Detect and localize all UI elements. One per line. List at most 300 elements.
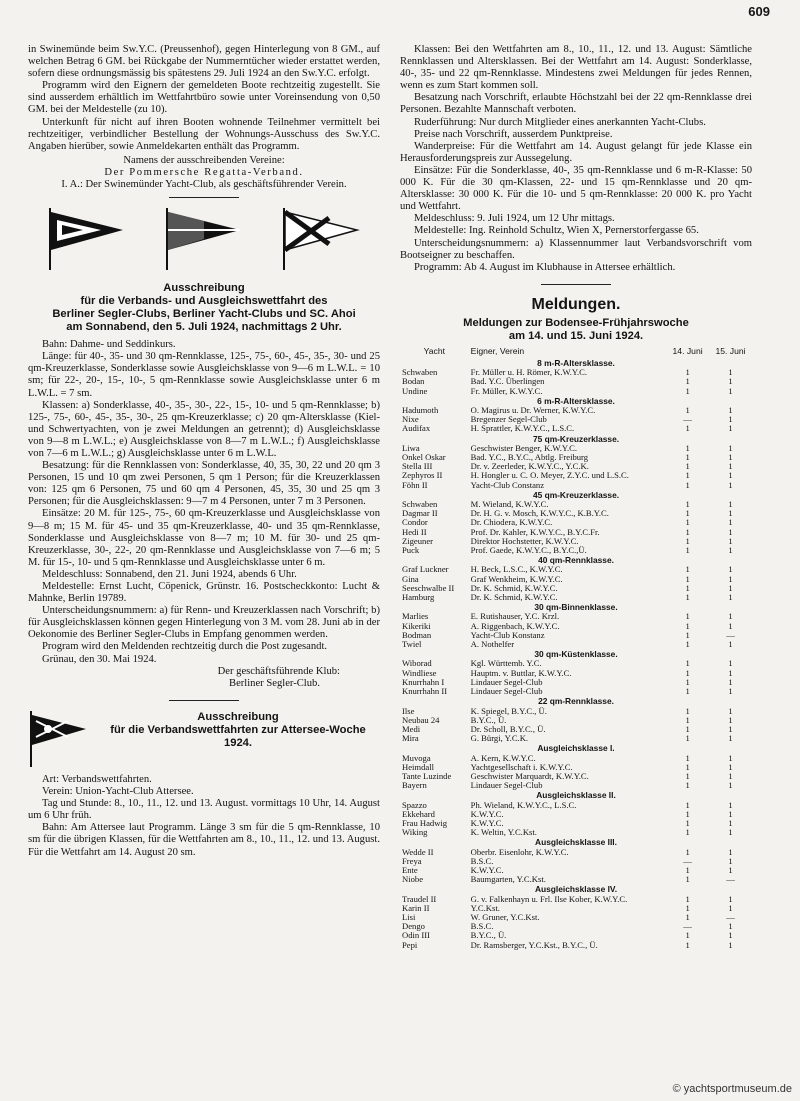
class-heading-row [400, 649, 752, 659]
ad1-paragraph: Unterscheidungsnummern: a) für Renn- und Kreuzerklassen nach Vorschrift; b) für Ausgleichsklassen können gegen Hinterlegung von 3 M. vom 28. Juni ab in der Oekonomie des Berliner Segler-Clubs in Empfang genommen werden. [28, 605, 380, 641]
ia-line: I. A.: Der Swinemünder Yacht-Club, als geschäftsführender Verein. [61, 179, 347, 191]
owner-cell: Baumgarten, Y.C.Kst. [470, 875, 546, 885]
day1-cell: 1 [685, 734, 690, 744]
yacht-cell: Föhn II [402, 480, 428, 490]
table-row [400, 904, 752, 913]
day1-cell: 1 [685, 659, 690, 669]
day2-cell: 1 [728, 687, 733, 697]
class-heading: 75 qm-Kreuzerklasse. [532, 433, 620, 444]
yacht-cell: Spazzo [402, 800, 427, 810]
day2-cell: 1 [728, 368, 733, 378]
day1-cell: 1 [685, 368, 690, 378]
owner-cell: Bregenzer Segel-Club [470, 415, 547, 425]
day2-cell: 1 [728, 706, 733, 716]
class-heading-row [400, 837, 752, 847]
owner-cell: K. Weltin, Y.C.Kst. [470, 828, 537, 838]
class-heading: 22 qm-Rennklasse. [538, 696, 614, 707]
day1-cell: 1 [685, 753, 690, 763]
table-row [400, 848, 752, 857]
owner-cell: B.Y.C., Ü. [470, 931, 507, 941]
day2-cell: 1 [728, 818, 733, 828]
owner-cell: Dr. v. Zeerleder, K.W.Y.C., Y.C.K. [470, 462, 589, 472]
table-row [400, 415, 752, 424]
day2-cell: 1 [728, 781, 733, 791]
yacht-cell: Neubau 24 [402, 715, 440, 725]
day2-cell: 1 [728, 518, 733, 528]
table-row [400, 734, 752, 743]
table-row [400, 406, 752, 415]
class-heading: 8 m-R-Altersklasse. [537, 357, 615, 368]
class-heading: Ausgleichsklasse IV. [534, 884, 618, 895]
day2-cell: 1 [728, 724, 733, 734]
ad2-paragraph: Art: Verbandswettfahrten. [42, 773, 152, 785]
owner-cell: Fr. Müller, K.W.Y.C. [470, 386, 543, 396]
owner-cell: K.W.Y.C. [470, 818, 504, 828]
ad1-paragraph: Länge: für 40-, 35- und 30 qm-Rennklasse, 125-, 75-, 60-, 45-, 35-, 30- und 25 qm-Kreuzerklasse, Sonderklasse sowie Ausgleichsklasse von 9—6 m L.W.L. = 10 sm; für 22-, 20-, 15-, 10-, 5 qm-Rennklasse sowie Ausgleichsklasse unter 6 m L.W.L. = 7 sm. [28, 351, 380, 399]
yacht-cell: Ekkehard [402, 809, 435, 819]
owner-cell: Yacht-Club Constanz [470, 480, 545, 490]
day1-cell: 1 [685, 771, 690, 781]
table-row [400, 565, 752, 574]
yacht-cell: Hadumoth [402, 406, 439, 415]
owner-cell: Lindauer Segel-Club [470, 781, 543, 791]
owner-cell: Prof. Dr. Kahler, K.W.Y.C., B.Y.C.Fr. [470, 527, 600, 537]
class-heading: 6 m-R-Altersklasse. [537, 395, 615, 406]
yacht-cell: Muvoga [402, 753, 431, 763]
table-row [400, 471, 752, 480]
day2-cell: 1 [728, 940, 733, 950]
yacht-cell: Traudel II [402, 894, 437, 904]
day1-cell: 1 [685, 583, 690, 593]
owner-cell: A. Riggenbach, K.W.Y.C. [470, 621, 560, 631]
intro-paragraph: Programm wird den Eignern der gemeldeten Boote rechtzeitig zugestellt. Sie sind ausserdem erhältlich im Wettfahrtbüro sowie unter Voreinsendung von 0,50 GM. bei der Meldestelle (zu 10). [28, 80, 380, 116]
ahoi-pennant-icon [281, 208, 361, 270]
column-header: Yacht [423, 346, 445, 356]
yacht-cell: Wedde II [402, 847, 434, 857]
day1-cell: 1 [685, 640, 690, 650]
day1-cell: 1 [685, 471, 690, 481]
day1-cell: 1 [685, 931, 690, 941]
owner-cell: Dr. Ramsberger, Y.C.Kst., B.Y.C., Ü. [470, 940, 598, 950]
day1-cell: 1 [685, 386, 690, 396]
owner-cell: Geschwister Benger, K.W.Y.C. [470, 443, 578, 453]
column-header: 15. Juni [715, 346, 746, 356]
owner-cell: Dr. Chiodera, K.W.Y.C. [470, 518, 553, 528]
day2-cell: 1 [728, 509, 733, 519]
table-row [400, 444, 752, 453]
day2-cell: 1 [728, 377, 733, 387]
table-row [400, 453, 752, 462]
day1-cell: 1 [685, 677, 690, 687]
owner-cell: K.W.Y.C. [470, 809, 504, 819]
owner-cell: K. Spiegel, B.Y.C., Ü. [470, 706, 547, 716]
day2-cell: 1 [728, 771, 733, 781]
table-row [400, 424, 752, 433]
day2-cell: 1 [728, 677, 733, 687]
class-heading-row [400, 555, 752, 565]
day1-cell: 1 [685, 903, 690, 913]
entries-table [400, 347, 752, 950]
day2-cell: 1 [728, 453, 733, 463]
yacht-cell: Zephyros II [402, 471, 443, 481]
owner-cell: Yachtgesellschaft i. K.W.Y.C. [470, 762, 573, 772]
ad2-title-line: Ausschreibung [197, 710, 279, 723]
yacht-cell: Onkel Oskar [402, 453, 446, 463]
ad1-paragraph: Grünau, den 30. Mai 1924. [42, 653, 157, 665]
table-row [400, 500, 752, 509]
ad1-title-line: für die Verbands- und Ausgleichswettfahrt des [80, 295, 328, 308]
table-row [400, 763, 752, 772]
day2-cell: 1 [728, 593, 733, 603]
ad1-paragraph: Klassen: a) Sonderklasse, 40-, 35-, 30-, 22-, 15-, 10- und 5 qm-Rennklasse; b) 125-, 75-, 60-, 45-, 35-, 30-, 25 qm-Kreuzerklasse; c) 20 qm-Altersklasse (Kiel- und Schwertyachten, von je zwei Meldungen an getrennt); d) Ausgleichsklasse von 9—8 m L.W.L.; e) Ausgleichsklasse von 8—7 m L.W.L.; f) Ausgleichsklasse von 7—6 m L.W.L.; g) Ausgleichsklasse unter 6 m L.W.L. [28, 399, 380, 459]
owner-cell: Y.C.Kst. [470, 903, 500, 913]
yacht-cell: Wiborad [402, 659, 432, 669]
yacht-cell: Graf Luckner [402, 565, 449, 575]
owner-cell: M. Wieland, K.W.Y.C. [470, 500, 549, 510]
table-row [400, 640, 752, 649]
day2-cell: 1 [728, 415, 733, 425]
yacht-cell: Knurrhahn I [402, 677, 445, 687]
owner-cell: Lindauer Segel-Club [470, 677, 543, 687]
day1-cell: 1 [685, 762, 690, 772]
yacht-cell: Kikeriki [402, 621, 431, 631]
table-row [400, 913, 752, 922]
class-heading-row [400, 490, 752, 500]
intro-section [28, 44, 380, 153]
yacht-cell: Karin II [402, 903, 430, 913]
day1-cell: 1 [685, 781, 690, 791]
owner-cell: Prof. Gaede, K.W.Y.C., B.Y.C.,Ü. [470, 546, 587, 556]
day1-cell: 1 [685, 574, 690, 584]
day1-cell: 1 [685, 406, 690, 415]
attersee-paragraph: Preise nach Vorschrift, ausserdem Punktpreise. [414, 128, 613, 140]
attersee-paragraph: Klassen: Bei den Wettfahrten am 8., 10., 11., 12. und 13. August: Sämtliche Rennklassen und Altersklassen. Bei der Wettfahrt am 14. August: Sonderklasse, 40-, 35- und 22 qm-Rennklasse. Mindestens zwei Meldungen für jedes Rennen, wenn es zum Start kommen soll. [400, 44, 752, 92]
yacht-cell: Dengo [402, 922, 425, 932]
ad1-sign-line2: Berliner Segler-Club. [229, 677, 320, 689]
class-heading-row [400, 434, 752, 444]
day2-cell: 1 [728, 734, 733, 744]
owner-cell: A. Kern, K.W.Y.C. [470, 753, 536, 763]
yacht-cell: Puck [402, 546, 420, 556]
owner-cell: Oberbr. Eisenlohr, K.W.Y.C. [470, 847, 569, 857]
attersee-paragraph: Besatzung nach Vorschrift, erlaubte Höchstzahl bei der 22 qm-Rennklasse drei Personen. Bezahlte Mannschaft verboten. [400, 92, 752, 116]
column-header: 14. Juni [672, 346, 703, 356]
day2-cell: 1 [728, 574, 733, 584]
day1-cell: — [683, 415, 692, 425]
owner-cell: Lindauer Segel-Club [470, 687, 543, 697]
class-heading: 30 qm-Küstenklasse. [534, 649, 618, 660]
day2-cell: 1 [728, 546, 733, 556]
day1-cell: 1 [685, 527, 690, 537]
owner-cell: B.S.C. [470, 856, 494, 866]
owner-cell: Bad. Y.C., B.Y.C., Abtlg. Freiburg [470, 453, 589, 463]
table-row [400, 377, 752, 386]
day1-cell: — [683, 856, 692, 866]
owner-cell: K.W.Y.C. [470, 865, 504, 875]
yacht-cell: Zigeuner [402, 536, 434, 546]
day1-cell: 1 [685, 565, 690, 575]
yacht-cell: Hedi II [402, 527, 427, 537]
class-heading-row [400, 790, 752, 800]
attersee-paragraph: Meldestelle: Ing. Reinhold Schultz, Wien X, Pernerstorfergasse 65. [414, 225, 699, 237]
day1-cell: 1 [685, 715, 690, 725]
table-row [400, 801, 752, 810]
day2-cell: 1 [728, 612, 733, 622]
day1-cell: 1 [685, 593, 690, 603]
owner-cell: W. Gruner, Y.C.Kst. [470, 912, 540, 922]
owner-cell: O. Magirus u. Dr. Werner, K.W.Y.C. [470, 406, 596, 415]
owner-cell: Kgl. Württemb. Y.C. [470, 659, 542, 669]
owner-cell: Dr. Scholl, B.Y.C., Ü. [470, 724, 546, 734]
divider [169, 700, 239, 701]
day1-cell: 1 [685, 724, 690, 734]
table-row [400, 895, 752, 904]
yacht-cell: Pepi [402, 940, 418, 950]
day2-cell: 1 [728, 471, 733, 481]
day1-cell: 1 [685, 940, 690, 950]
verband-name: Der Pommersche Regatta-Verband. [104, 166, 304, 178]
owner-cell: Dr. K. Schmid, K.W.Y.C. [470, 593, 558, 603]
table-row [400, 810, 752, 819]
owner-cell: Bad. Y.C. Überlingen [470, 377, 545, 387]
yacht-cell: Windliese [402, 668, 437, 678]
yacht-cell: Tante Luzinde [402, 771, 452, 781]
day1-cell: 1 [685, 809, 690, 819]
ad1-paragraph: Meldestelle: Ernst Lucht, Cöpenick, Grünstr. 16. Postscheckkonto: Lucht & Mahnke, Berlin 19789. [28, 581, 380, 605]
day2-cell: 1 [728, 527, 733, 537]
day1-cell: 1 [685, 377, 690, 387]
yacht-cell: Nixe [402, 415, 419, 425]
day1-cell: 1 [685, 500, 690, 510]
uyca-pennant-icon [28, 711, 88, 767]
attersee-paragraph: Unterscheidungsnummern: a) Klassennummer laut Verbandsvorschrift vom Bootseigner zu beschaffen. [400, 237, 752, 261]
ad2-header [28, 711, 380, 771]
day2-cell: 1 [728, 894, 733, 904]
day1-cell: 1 [685, 875, 690, 885]
yacht-cell: Marlies [402, 612, 429, 622]
class-heading: Ausgleichsklasse II. [536, 790, 616, 801]
day2-cell: — [726, 630, 735, 640]
day2-cell: 1 [728, 443, 733, 453]
day2-cell: 1 [728, 922, 733, 932]
day1-cell: 1 [685, 509, 690, 519]
ad2-title-line: für die Verbandswettfahrten zur Attersee-Woche 1924. [110, 723, 366, 749]
table-row [400, 781, 752, 790]
day2-cell: 1 [728, 847, 733, 857]
table-row [400, 857, 752, 866]
class-heading: Ausgleichsklasse I. [537, 743, 615, 754]
table-row [400, 509, 752, 518]
intro-paragraph: Unterkunft für nicht auf ihren Booten wohnende Teilnehmer vermittelt bei rechtzeitiger, verbindlicher Bestellung der Wohnungs-Ausschuss des Sw.Y.C. Angaben hierüber, sowie Anmeldekarten enthält das Programm. [28, 116, 380, 152]
class-heading: 45 qm-Kreuzerklasse. [532, 489, 620, 500]
ad1-sign-line1: Der geschäftsführende Klub: [217, 665, 340, 677]
day1-cell: 1 [685, 462, 690, 472]
owner-cell: B.S.C. [470, 922, 494, 932]
owner-cell: H. Sprattler, K.W.Y.C., L.S.C. [470, 424, 575, 434]
day2-cell: 1 [728, 621, 733, 631]
day2-cell: 1 [728, 462, 733, 472]
ad2-body [28, 774, 380, 859]
day2-cell: 1 [728, 565, 733, 575]
day2-cell: — [726, 875, 735, 885]
yacht-cell: Stella III [402, 462, 433, 472]
day1-cell: 1 [685, 453, 690, 463]
column-header: Eigner, Verein [470, 346, 525, 356]
day2-cell: 1 [728, 753, 733, 763]
ad1-title-line: am Sonnabend, den 5. Juli 1924, nachmittags 2 Uhr. [66, 321, 342, 334]
day1-cell: 1 [685, 912, 690, 922]
owner-cell: H. Hongler u. C. O. Meyer, Z.Y.C. und L.S.C. [470, 471, 629, 481]
table-row [400, 707, 752, 716]
owner-cell: B.Y.C., Ü. [470, 715, 507, 725]
class-heading-row [400, 396, 752, 406]
owner-cell: G. Bürgi, Y.C.K. [470, 734, 529, 744]
table-row [400, 866, 752, 875]
table-row [400, 716, 752, 725]
yacht-cell: Bodman [402, 630, 432, 640]
ad1-paragraph: Program wird den Meldenden rechtzeitig durch die Post zugesandt. [42, 641, 328, 653]
owner-cell: E. Rutishauser, Y.C. Krzl. [470, 612, 560, 622]
yacht-cell: Heimdall [402, 762, 434, 772]
table-row [400, 528, 752, 537]
club-flags [28, 208, 380, 274]
table-row [400, 754, 752, 763]
yacht-cell: Niobe [402, 875, 424, 885]
yacht-cell: Wiking [402, 828, 428, 838]
yacht-cell: Medi [402, 724, 421, 734]
watermark: © yachtsportmuseum.de [672, 1083, 792, 1095]
ad1-paragraph: Einsätze: 20 M. für 125-, 75-, 60 qm-Kreuzerklasse und Ausgleichsklasse von 9—8 m; 15 M. für 45- und 35 qm-Kreuzerklasse, 40- und 35 qm-Rennklasse, Sonderklasse und Ausgleichsklasse von 8—7 m; 10 M. für 30- und 25 qm-Kreuzerklasse, 30-, 22-, 20 qm-Rennklasse und Ausgleichsklasse von 7—6 m; 5 M. für 15-, 10- und 5 qm-Rennklasse und Ausgleichsklasse unter 6 m. [28, 508, 380, 568]
day2-cell: 1 [728, 762, 733, 772]
day2-cell: 1 [728, 903, 733, 913]
day1-cell: 1 [685, 800, 690, 810]
class-heading-row [400, 602, 752, 612]
owner-cell: A. Nothelfer [470, 640, 515, 650]
owner-cell: Dr. K. Schmid, K.W.Y.C. [470, 583, 558, 593]
day1-cell: 1 [685, 443, 690, 453]
table-row [400, 387, 752, 396]
ad1-title-line: Berliner Segler-Clubs, Berliner Yacht-Clubs und SC. Ahoi [52, 308, 356, 321]
day1-cell: 1 [685, 818, 690, 828]
day2-cell: 1 [728, 640, 733, 650]
table-row [400, 922, 752, 931]
day1-cell: 1 [685, 894, 690, 904]
attersee-paragraph: Ruderführung: Nur durch Mitglieder eines anerkannten Yacht-Clubs. [414, 116, 706, 128]
table-row [400, 612, 752, 621]
day2-cell: 1 [728, 480, 733, 490]
day1-cell: 1 [685, 668, 690, 678]
table-row [400, 593, 752, 602]
day1-cell: 1 [685, 612, 690, 622]
day2-cell: 1 [728, 668, 733, 678]
yacht-cell: Bodan [402, 377, 425, 387]
day2-cell: 1 [728, 931, 733, 941]
day2-cell: 1 [728, 406, 733, 415]
yacht-cell: Bayern [402, 781, 427, 791]
day2-cell: 1 [728, 386, 733, 396]
class-heading: 40 qm-Rennklasse. [538, 555, 614, 566]
yacht-cell: Odin III [402, 931, 430, 941]
class-heading-row [400, 358, 752, 368]
class-heading: Ausgleichsklasse III. [535, 837, 617, 848]
yacht-cell: Lisi [402, 912, 416, 922]
ad1-title [28, 282, 380, 334]
day1-cell: — [683, 922, 692, 932]
ad2-title [96, 711, 380, 771]
yacht-cell: Schwaben [402, 368, 438, 378]
table-row [400, 678, 752, 687]
table-row [400, 931, 752, 940]
class-heading: 30 qm-Binnenklasse. [534, 602, 618, 613]
owner-cell: H. Beck, L.S.C., K.W.Y.C. [470, 565, 563, 575]
meldungen-sub-2: am 14. und 15. Juni 1924. [508, 329, 644, 342]
attersee-paragraph: Einsätze: Für die Sonderklasse, 40-, 35 qm-Rennklasse und 6 m-R-Klasse: 50 000 K. Für die 30 qm-Klassen, 22- und 15 qm-Rennklasse und 20 qm-Altersklasse: 30 000 K. Für die 10- und 5 qm-Rennklasse: 20 000 K. pro Yacht und Wettfahrt. [400, 164, 752, 213]
intro-paragraph: in Swinemünde beim Sw.Y.C. (Preussenhof), gegen Hinterlegung von 8 GM., auf welchen Betrag 6 GM. bei Rückgabe der Nummerntücher wieder erstattet werden, sofern diese ordnungsmässig bis spätestens 29. Juli 1924 an den Sw.Y.C. erfolgt. [28, 44, 380, 80]
day1-cell: 1 [685, 706, 690, 716]
table-row [400, 631, 752, 640]
table-row [400, 518, 752, 527]
day1-cell: 1 [685, 518, 690, 528]
day1-cell: 1 [685, 480, 690, 490]
table-row [400, 941, 752, 950]
day2-cell: — [726, 912, 735, 922]
day2-cell: 1 [728, 828, 733, 838]
yacht-cell: Knurrhahn II [402, 687, 448, 697]
ad2-paragraph: Tag und Stunde: 8., 10., 11., 12. und 13. August. vormittags 10 Uhr, 14. August um 6 Uhr früh. [28, 798, 380, 822]
table-row [400, 819, 752, 828]
yacht-cell: Gina [402, 574, 419, 584]
day2-cell: 1 [728, 865, 733, 875]
day1-cell: 1 [685, 621, 690, 631]
table-row [400, 584, 752, 593]
owner-cell: Dr. H. G. v. Mosch, K.W.Y.C., K.B.Y.C. [470, 509, 609, 519]
day1-cell: 1 [685, 828, 690, 838]
yacht-cell: Frau Hadwig [402, 818, 448, 828]
yacht-cell: Liwa [402, 443, 420, 453]
owner-cell: Ph. Wieland, K.W.Y.C., L.S.C. [470, 800, 577, 810]
owner-cell: Yacht-Club Konstanz [470, 630, 545, 640]
day1-cell: 1 [685, 687, 690, 697]
ad1-body [28, 339, 380, 666]
day2-cell: 1 [728, 800, 733, 810]
table-header [400, 347, 752, 358]
attersee-paragraph: Wanderpreise: Für die Wettfahrt am 14. August gelangt für jede Klasse ein Herausforderungspreis zur Aussegelung. [400, 140, 752, 164]
owner-cell: Hauptm. v. Buttlar, K.W.Y.C. [470, 668, 572, 678]
day2-cell: 1 [728, 500, 733, 510]
ad2-paragraph: Bahn: Am Attersee laut Programm. Länge 3 sm für die 5 qm-Rennklasse, 10 sm für die übrigen Klassen, für die Wettfahrten am 8., 10., 11., 12. und 13. August. Für die Wettfahrt am 14. August 20 sm. [28, 822, 380, 858]
ad1-paragraph: Bahn: Dahme- und Seddinkurs. [42, 339, 176, 351]
class-heading-row [400, 743, 752, 753]
yacht-cell: Seeschwalbe II [402, 583, 455, 593]
attersee-paragraph: Programm: Ab 4. August im Klubhause in Attersee erhältlich. [414, 261, 676, 273]
owner-cell: Graf Wenkheim, K.W.Y.C. [470, 574, 563, 584]
class-heading-row [400, 696, 752, 706]
day2-cell: 1 [728, 424, 733, 434]
meldungen-sub-1: Meldungen zur Bodensee-Frühjahrswoche [463, 316, 689, 329]
table-row [400, 575, 752, 584]
table-row [400, 772, 752, 781]
day1-cell: 1 [685, 546, 690, 556]
ad1-paragraph: Meldeschluss: Sonnabend, den 21. Juni 1924, abends 6 Uhr. [42, 568, 297, 580]
left-column [28, 44, 380, 859]
day1-cell: 1 [685, 536, 690, 546]
yacht-cell: Condor [402, 518, 428, 528]
day1-cell: 1 [685, 630, 690, 640]
yacht-cell: Dagmar II [402, 509, 438, 519]
attersee-paragraph: Meldeschluss: 9. Juli 1924, um 12 Uhr mittags. [414, 213, 615, 225]
ad2-paragraph: Verein: Union-Yacht-Club Attersee. [42, 786, 194, 798]
yacht-cell: Mira [402, 734, 419, 744]
